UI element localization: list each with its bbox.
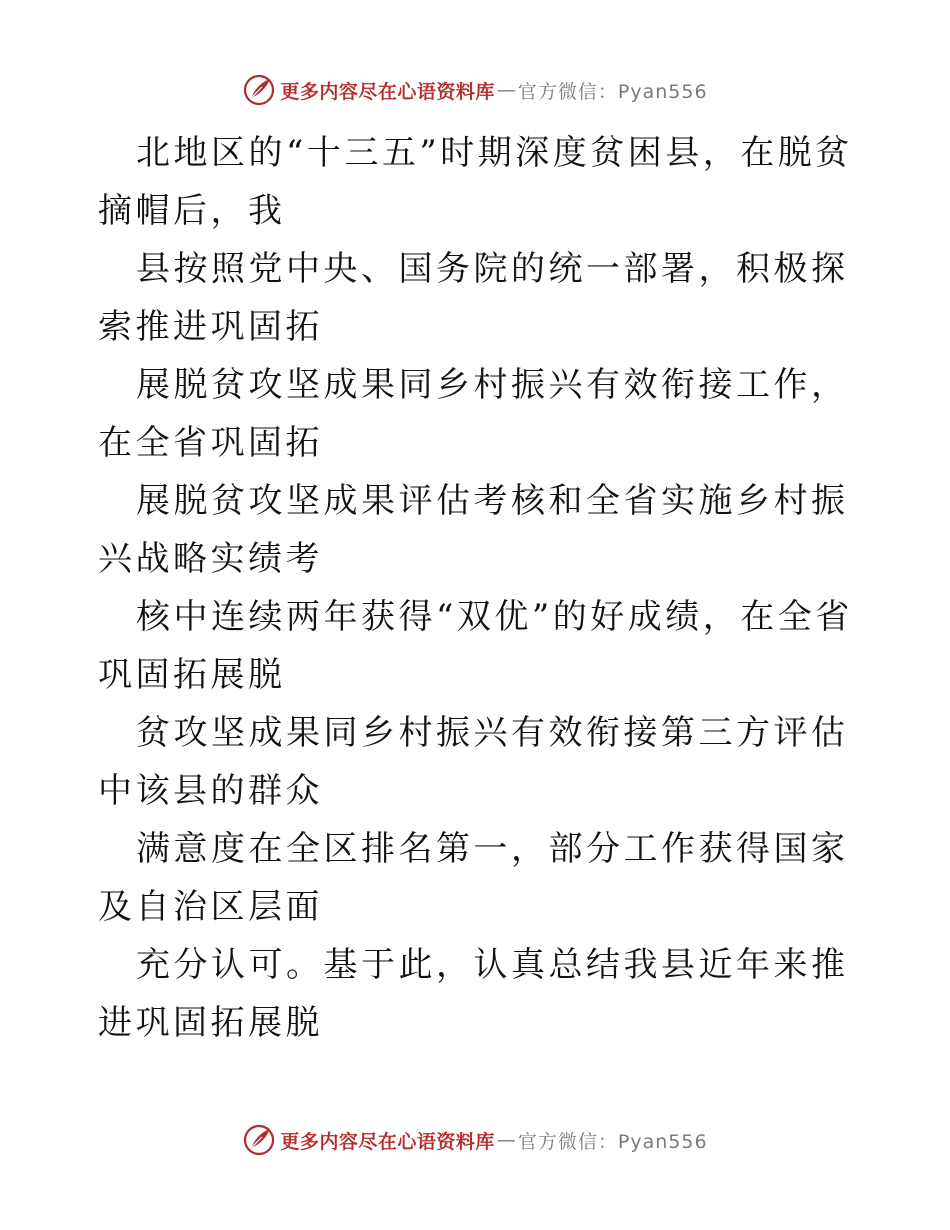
feather-pen-logo-icon [242,1123,276,1157]
document-body [98,124,858,1052]
footer-watermark [0,1122,950,1158]
watermark-suffix: 官方微信：Pyan556 [517,80,708,103]
paragraph: 充分认可。基于此，认真总结我县近年来推进巩固拓展脱 [98,945,849,1043]
watermark-brand: 更多内容尽在心语资料库 [280,80,495,103]
paragraph: 展脱贫攻坚成果同乡村振兴有效衔接工作，在全省巩固拓 [98,365,849,463]
watermark-brand: 更多内容尽在心语资料库 [280,1130,495,1153]
watermark-suffix: 官方微信：Pyan556 [517,1130,708,1153]
paragraph: 贫攻坚成果同乡村振兴有效衔接第三方评估中该县的群众 [98,713,849,811]
paragraph: 展脱贫攻坚成果评估考核和全省实施乡村振兴战略实绩考 [98,481,849,579]
paragraph: 北地区的“十三五”时期深度贫困县，在脱贫摘帽后，我 [98,133,853,231]
paragraph: 核中连续两年获得“双优”的好成绩，在全省巩固拓展脱 [98,597,853,695]
watermark-dash: — [496,79,516,101]
paragraph: 县按照党中央、国务院的统一部署，积极探索推进巩固拓 [98,249,849,347]
watermark-dash: — [496,1129,516,1151]
paragraph: 满意度在全区排名第一，部分工作获得国家及自治区层面 [98,829,849,927]
feather-pen-logo-icon [242,73,276,107]
header-watermark [0,72,950,108]
